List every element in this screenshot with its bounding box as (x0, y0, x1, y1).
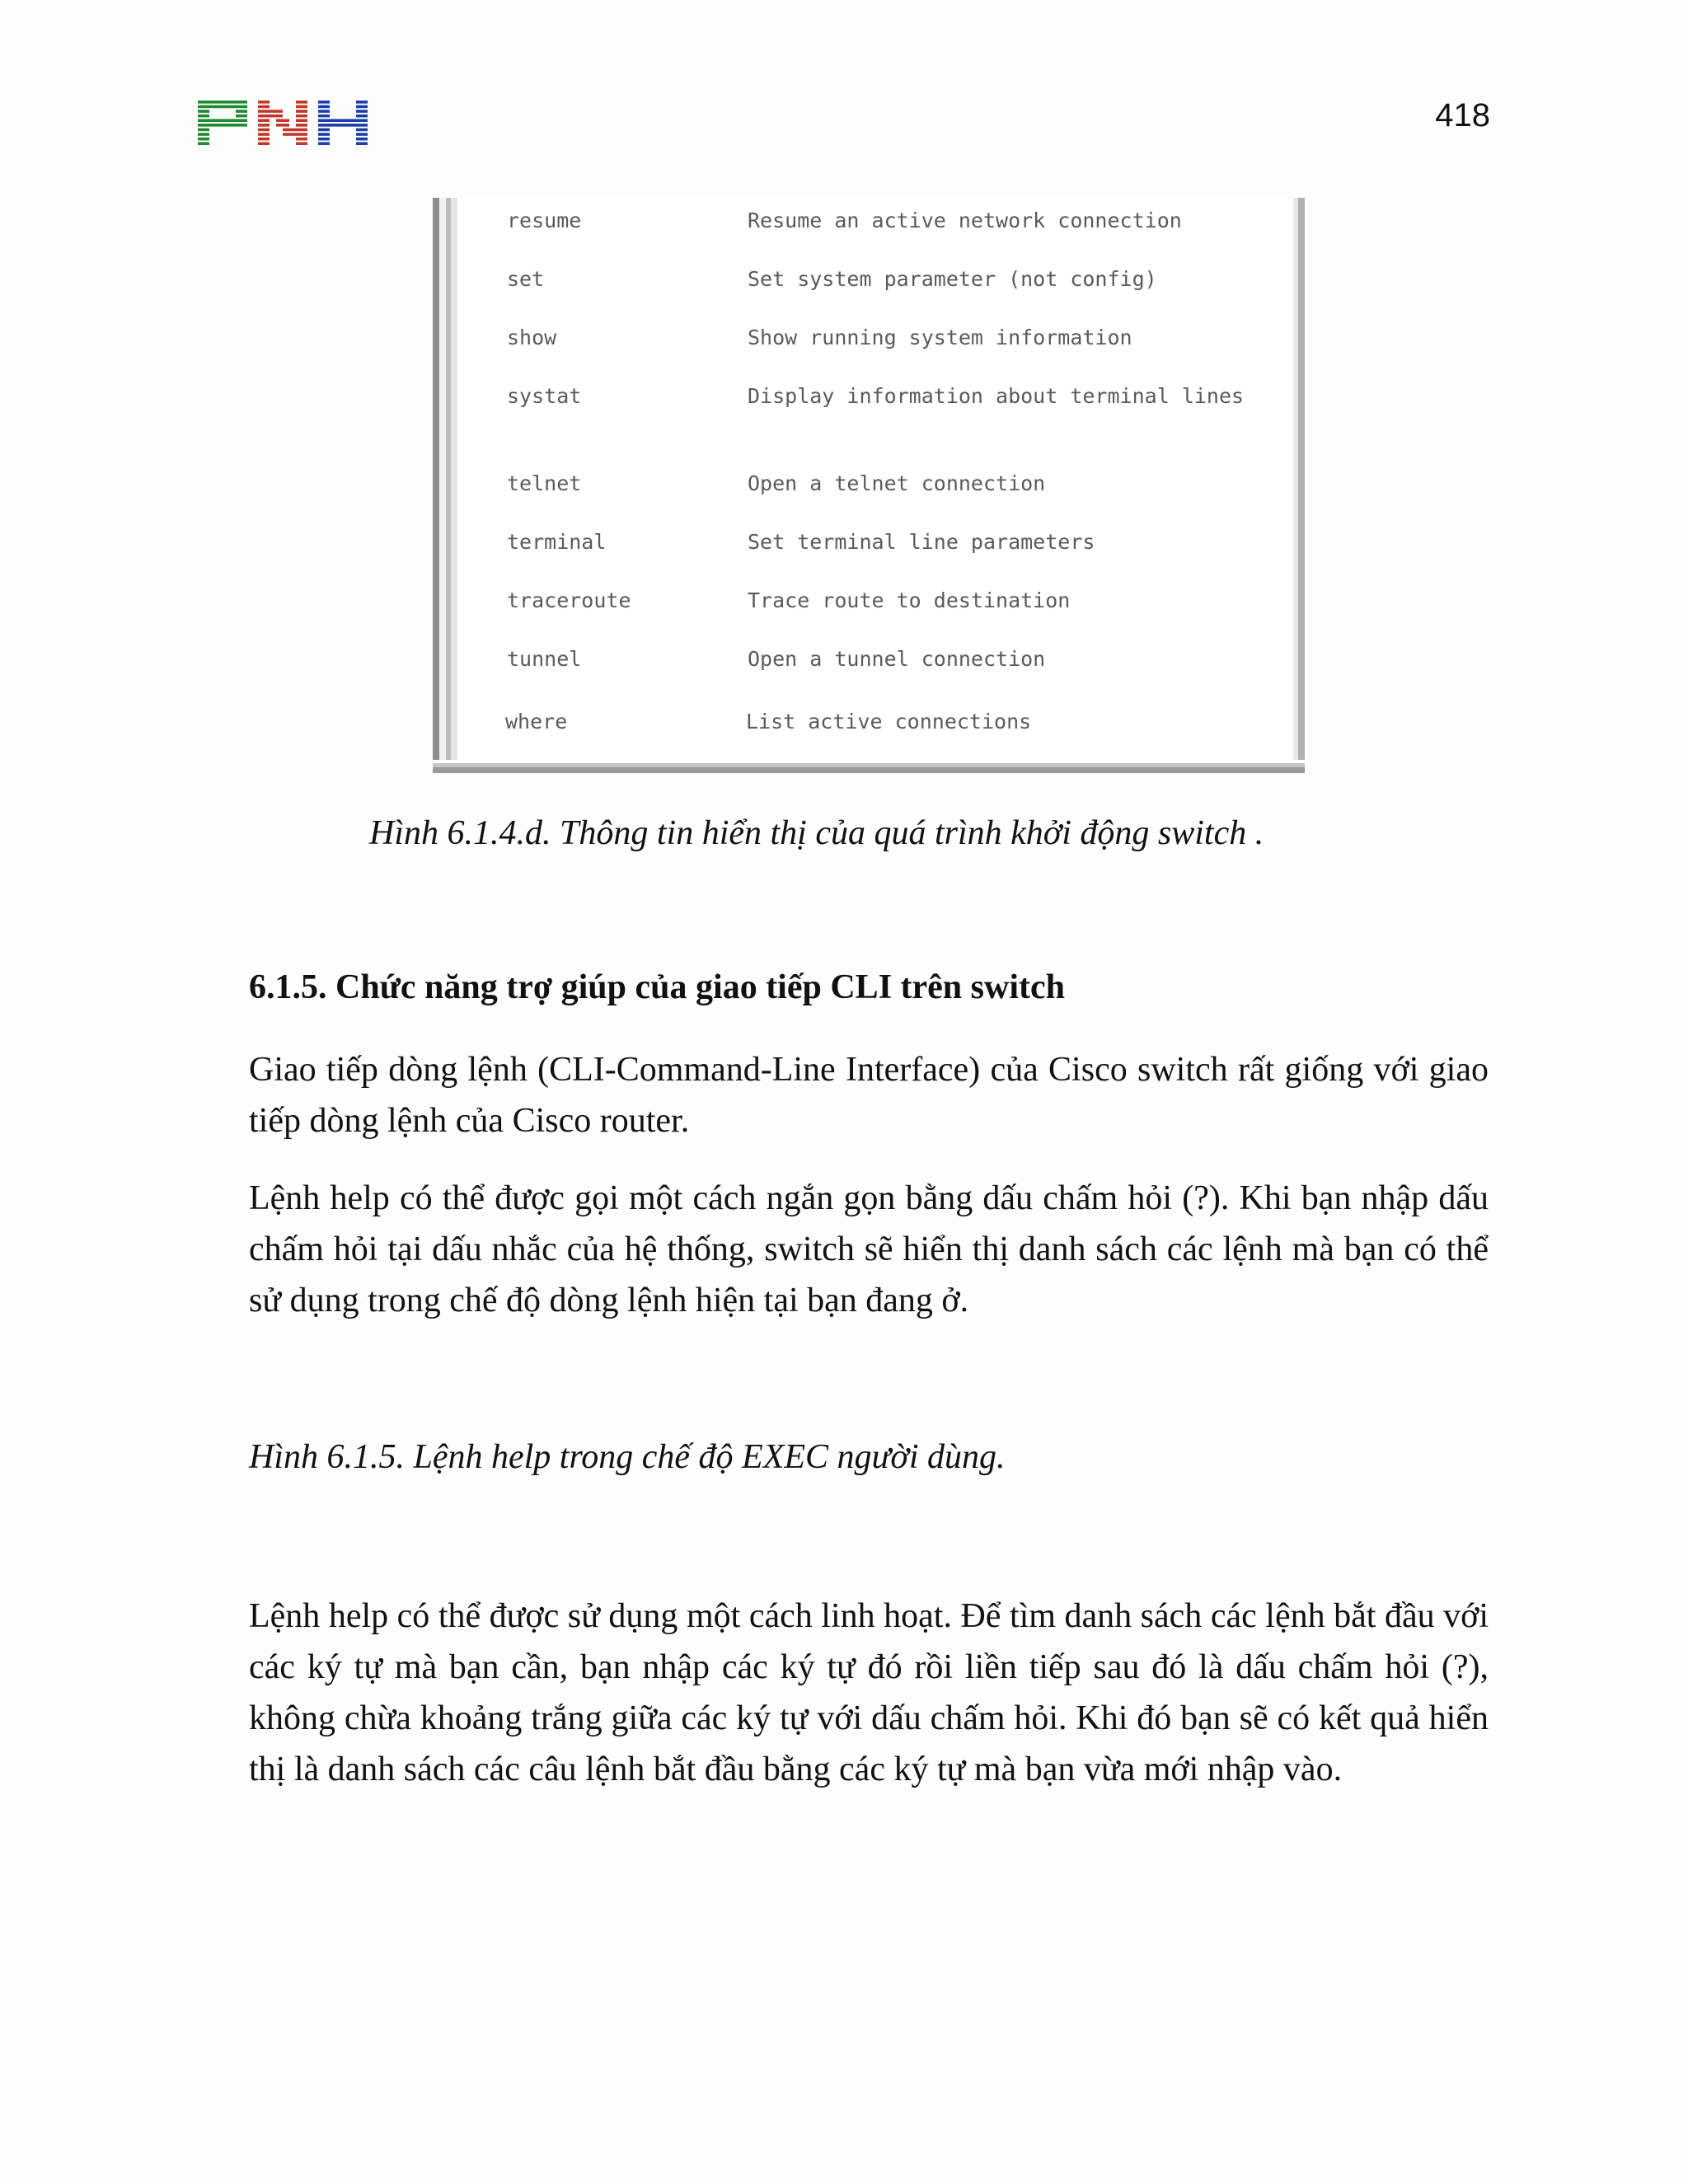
command-description: Trace route to destination (748, 588, 1071, 612)
logo-stripe (356, 138, 368, 141)
logo-stripe (318, 142, 330, 145)
logo-stripe (258, 133, 270, 136)
logo-stripe (258, 142, 270, 145)
logo-stripe (296, 142, 307, 145)
logo-stripe (258, 129, 270, 132)
command-name: telnet (507, 471, 582, 495)
logo-stripe (356, 110, 368, 113)
command-description: Open a telnet connection (748, 471, 1046, 495)
logo-stripe (198, 105, 247, 109)
logo-stripe (258, 115, 283, 118)
page-number: 418 (1435, 97, 1490, 134)
command-name: terminal (507, 530, 607, 554)
logo-stripe (236, 115, 247, 118)
command-name: resume (507, 209, 582, 232)
section-heading: 6.1.5. Chức năng trợ giúp của giao tiếp CLI trên switch (249, 968, 1065, 1006)
command-description: Set system parameter (not config) (748, 267, 1157, 291)
command-name: systat (507, 384, 582, 408)
logo-stripe (198, 115, 209, 118)
logo-stripe (258, 124, 270, 127)
terminal-frame-bottom (433, 760, 1305, 773)
logo-stripe (318, 129, 330, 132)
command-description: List active connections (746, 710, 1032, 733)
logo-stripe (318, 133, 330, 136)
logo-stripe (356, 129, 368, 132)
logo-stripe (318, 101, 330, 104)
command-description: Set terminal line parameters (748, 530, 1095, 554)
logo-stripe (236, 110, 247, 113)
command-name: where (505, 710, 568, 733)
command-name: traceroute (507, 588, 631, 612)
logo-stripe (198, 133, 209, 136)
paragraph: Lệnh help có thể được sử dụng một cách linh hoạt. Để tìm danh sách các lệnh bắt đầu với các ký tự mà bạn cần, bạn nhập các ký tự đó rồi liền tiếp sau đó là dấu chấm hỏi (?), không chừa khoảng trắng giữa các ký tự với dấu chấm hỏi. Khi đó bạn sẽ có kết quả hiển thị là danh sách các câu lệnh bắt đầu bằng các ký tự mà bạn vừa mới nhập vào. (249, 1597, 1489, 1788)
command-name: show (507, 326, 557, 349)
logo-stripe (356, 115, 368, 118)
logo-stripe (276, 124, 289, 127)
logo-stripe (276, 119, 289, 122)
logo-stripe (258, 138, 270, 141)
figure-caption: Hình 6.1.5. Lệnh help trong chế độ EXEC người dùng. (249, 1438, 1006, 1476)
paragraph: Giao tiếp dòng lệnh (CLI-Command-Line Interface) của Cisco switch rất giống với giao tiếp dòng lệnh của Cisco router. (249, 1051, 1489, 1140)
logo-stripe (356, 142, 368, 145)
logo-stripe (198, 119, 247, 122)
pnh-logo (198, 101, 368, 147)
logo-stripe (318, 105, 330, 109)
figure-caption: Hình 6.1.4.d. Thông tin hiển thị của quá trình khởi động switch . (369, 814, 1264, 852)
logo-stripe (283, 129, 307, 132)
logo-stripe (296, 119, 307, 122)
logo-stripe (356, 101, 368, 104)
command-description: Resume an active network connection (748, 209, 1182, 232)
terminal-screenshot (433, 198, 1305, 773)
terminal-frame-right (1293, 198, 1305, 773)
logo-stripe (318, 119, 368, 122)
logo-stripe (318, 138, 330, 141)
logo-stripe (296, 124, 307, 127)
logo-stripe (258, 105, 270, 109)
command-description: Show running system information (748, 326, 1132, 349)
logo-stripe (296, 105, 307, 109)
command-name: tunnel (507, 647, 582, 671)
logo-stripe (198, 142, 209, 145)
terminal-frame-left (433, 198, 457, 773)
logo-stripe (356, 133, 368, 136)
command-name: set (507, 267, 545, 291)
logo-stripe (296, 138, 307, 141)
logo-stripe (258, 119, 270, 122)
logo-stripe (318, 115, 330, 118)
logo-stripe (296, 115, 307, 118)
logo-stripe (258, 101, 270, 104)
logo-stripe (283, 133, 307, 136)
logo-stripe (296, 110, 307, 113)
logo-stripe (198, 124, 247, 127)
logo-stripe (318, 124, 368, 127)
paragraph: Lệnh help có thể được gọi một cách ngắn gọn bằng dấu chấm hỏi (?). Khi bạn nhập dấu chấm hỏi tại dấu nhắc của hệ thống, switch sẽ hiển thị danh sách các lệnh mà bạn có thể sử dụng trong chế độ dòng lệnh hiện tại bạn đang ở. (249, 1179, 1489, 1319)
logo-stripe (356, 105, 368, 109)
command-description: Open a tunnel connection (748, 647, 1046, 671)
logo-stripe (198, 110, 209, 113)
terminal-screen (457, 198, 1293, 760)
logo-stripe (296, 101, 307, 104)
logo-stripe (258, 110, 283, 113)
logo-stripe (318, 110, 330, 113)
logo-stripe (198, 129, 209, 132)
logo-stripe (198, 138, 209, 141)
logo-stripe (198, 101, 247, 104)
command-description: Display information about terminal lines (748, 384, 1245, 408)
